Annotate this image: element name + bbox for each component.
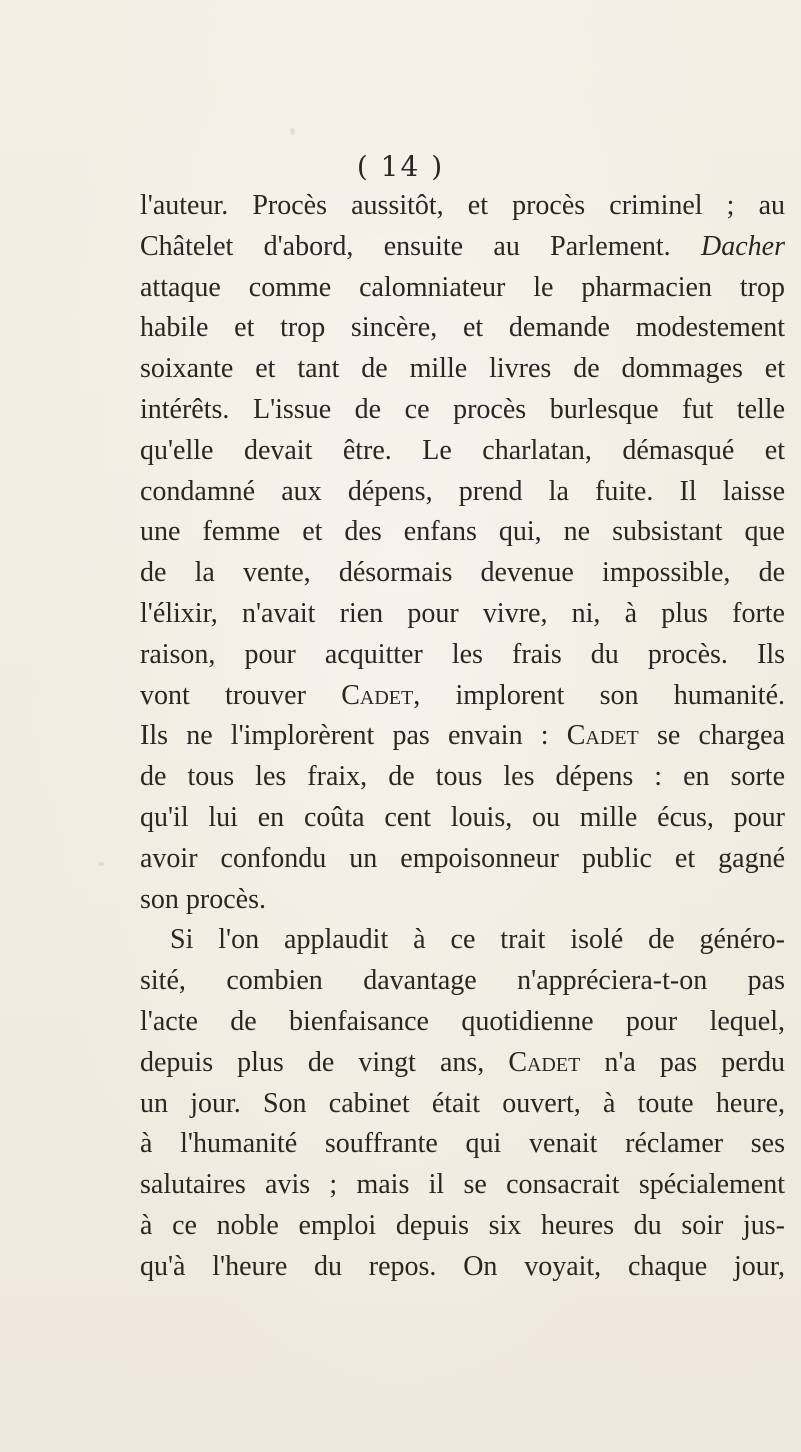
text-line: depuis plus de vingt ans, Cadet n'a pas perdu bbox=[140, 1046, 785, 1078]
text-line: Châtelet d'abord, ensuite au Parlement. Dacher bbox=[140, 230, 785, 262]
body-text bbox=[140, 186, 785, 1288]
name-cadet: Cadet bbox=[566, 720, 639, 752]
text-line: avoir confondu un empoisonneur public et gagné bbox=[140, 842, 785, 874]
text-line: condamné aux dépens, prend la fuite. Il laisse bbox=[140, 475, 785, 507]
text-line: qu'elle devait être. Le charlatan, démasqué et bbox=[140, 434, 785, 466]
text-line: qu'il lui en coûta cent louis, ou mille écus, pour bbox=[140, 801, 785, 833]
text-line: l'acte de bienfaisance quotidienne pour lequel, bbox=[140, 1005, 785, 1037]
text-line: intérêts. L'issue de ce procès burlesque fut telle bbox=[140, 393, 785, 425]
name-cadet: Cadet bbox=[341, 679, 414, 711]
text-line: salutaires avis ; mais il se consacrait spécialement bbox=[140, 1169, 785, 1201]
text-line: de la vente, désormais devenue impossible, de bbox=[140, 557, 785, 589]
text-line: une femme et des enfans qui, ne subsistant que bbox=[140, 516, 785, 548]
text-line: attaque comme calomniateur le pharmacien trop bbox=[140, 271, 785, 303]
name-dacher: Dacher bbox=[701, 230, 785, 262]
text-line: à l'humanité souffrante qui venait réclamer ses bbox=[140, 1128, 785, 1160]
text-line: raison, pour acquitter les frais du procès. Ils bbox=[140, 638, 785, 670]
text-line: qu'à l'heure du repos. On voyait, chaque jour, bbox=[140, 1250, 785, 1282]
text-line: Si l'on applaudit à ce trait isolé de généro- bbox=[170, 924, 785, 956]
paper-stain bbox=[98, 862, 104, 866]
text-line: vont trouver Cadet, implorent son humanité. bbox=[140, 679, 785, 711]
paper-stain bbox=[290, 128, 295, 135]
text-line: son procès. bbox=[140, 883, 266, 915]
text-line: l'auteur. Procès aussitôt, et procès criminel ; au bbox=[140, 190, 785, 221]
page-number: ( 14 ) bbox=[356, 150, 445, 183]
text-line: soixante et tant de mille livres de dommages et bbox=[140, 353, 785, 385]
text-line: l'élixir, n'avait rien pour vivre, ni, à plus forte bbox=[140, 597, 785, 629]
name-cadet: Cadet bbox=[508, 1046, 581, 1078]
text-line: de tous les fraix, de tous les dépens : en sorte bbox=[140, 761, 785, 793]
text-line: sité, combien davantage n'appréciera-t-on pas bbox=[140, 965, 785, 997]
text-line: habile et trop sincère, et demande modestement bbox=[140, 312, 785, 344]
text-line: un jour. Son cabinet était ouvert, à toute heure, bbox=[140, 1087, 785, 1119]
text-line: Ils ne l'implorèrent pas envain : Cadet se chargea bbox=[140, 720, 785, 752]
text-line: à ce noble emploi depuis six heures du soir jus- bbox=[140, 1209, 785, 1241]
